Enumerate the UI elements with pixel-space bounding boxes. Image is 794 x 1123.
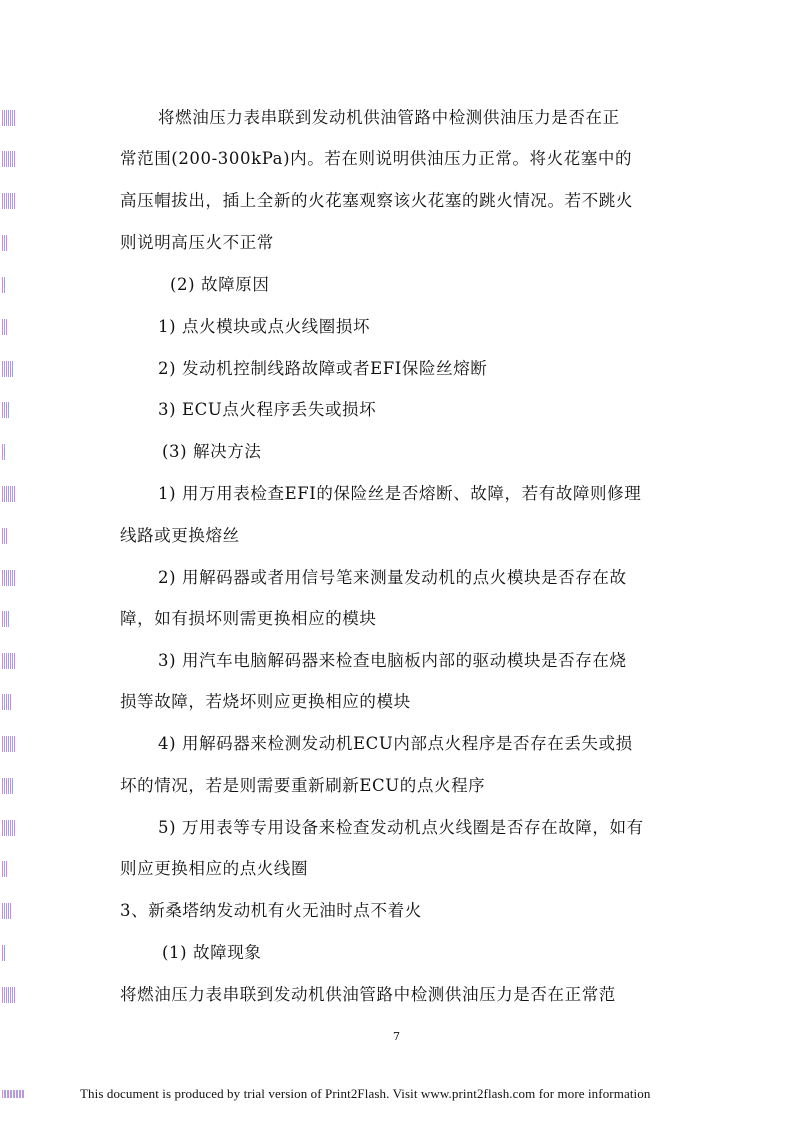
text-line-last: 将燃油压力表串联到发动机供油管路中检测供油压力是否在正常范: [120, 985, 616, 1004]
margin-mark: [2, 945, 6, 961]
solution-item-4-line-1: 4) 用解码器来检测发动机ECU内部点火程序是否存在丢失或损: [158, 734, 633, 753]
margin-mark: [2, 193, 16, 209]
trial-footer: This document is produced by trial version of Print2Flash. Visit www.print2flash.com for more information: [80, 1086, 651, 1101]
solution-item-3-line-1: 3) 用汽车电脑解码器来检查电脑板内部的驱动模块是否存在烧: [158, 651, 627, 670]
margin-mark: [2, 778, 14, 794]
solution-item-3-line-2: 损等故障，若烧坏则应更换相应的模块: [120, 692, 411, 711]
margin-mark: [2, 736, 16, 752]
margin-mark: [2, 653, 16, 669]
section-heading-solution: (3) 解决方法: [162, 442, 262, 461]
margin-mark: [2, 987, 16, 1003]
text-line-2: 常范围(200-300kPa)内。若在则说明供油压力正常。将火花塞中的: [120, 149, 633, 168]
solution-item-1-line-1: 1) 用万用表检查EFI的保险丝是否熔断、故障，若有故障则修理: [158, 484, 642, 503]
margin-mark: [2, 861, 8, 877]
text-line-1: 将燃油压力表串联到发动机供油管路中检测供油压力是否在正: [158, 108, 620, 127]
solution-item-5-line-1: 5) 万用表等专用设备来检查发动机点火线圈是否存在故障，如有: [158, 818, 644, 837]
page-number: 7: [393, 1030, 400, 1043]
margin-mark: [2, 361, 14, 377]
section-heading-cause: (2) 故障原因: [170, 275, 270, 294]
cause-item-1: 1) 点火模块或点火线圈损坏: [158, 317, 371, 336]
margin-mark: [2, 235, 7, 251]
margin-mark: [2, 110, 16, 126]
footer-mark: [2, 1090, 24, 1098]
text-line-3: 高压帽拔出，插上全新的火花塞观察该火花塞的跳火情况。若不跳火: [120, 191, 633, 210]
solution-item-4-line-2: 坏的情况，若是则需要重新刷新ECU的点火程序: [120, 776, 486, 795]
margin-mark: [2, 151, 16, 167]
cause-item-2: 2) 发动机控制线路故障或者EFI保险丝熔断: [158, 359, 488, 378]
section-heading-3: 3、新桑塔纳发动机有火无油时点不着火: [120, 901, 422, 920]
text-line-4: 则说明高压火不正常: [120, 233, 274, 252]
margin-mark: [2, 319, 8, 335]
margin-mark: [2, 444, 6, 460]
margin-mark: [2, 820, 16, 836]
solution-item-1-line-2: 线路或更换熔丝: [120, 526, 240, 545]
margin-mark: [2, 570, 16, 586]
solution-item-2-line-1: 2) 用解码器或者用信号笔来测量发动机的点火模块是否存在故: [158, 568, 627, 587]
margin-mark: [2, 402, 10, 418]
margin-mark: [2, 903, 12, 919]
margin-mark: [2, 486, 16, 502]
margin-mark: [2, 611, 10, 627]
margin-mark: [2, 528, 7, 544]
solution-item-5-line-2: 则应更换相应的点火线圈: [120, 859, 309, 878]
margin-mark: [2, 277, 6, 293]
solution-item-2-line-2: 障，如有损坏则需更换相应的模块: [120, 609, 377, 628]
margin-mark: [2, 694, 12, 710]
cause-item-3: 3) ECU点火程序丢失或损坏: [158, 400, 377, 419]
sub-heading-symptom: (1) 故障现象: [162, 943, 262, 962]
